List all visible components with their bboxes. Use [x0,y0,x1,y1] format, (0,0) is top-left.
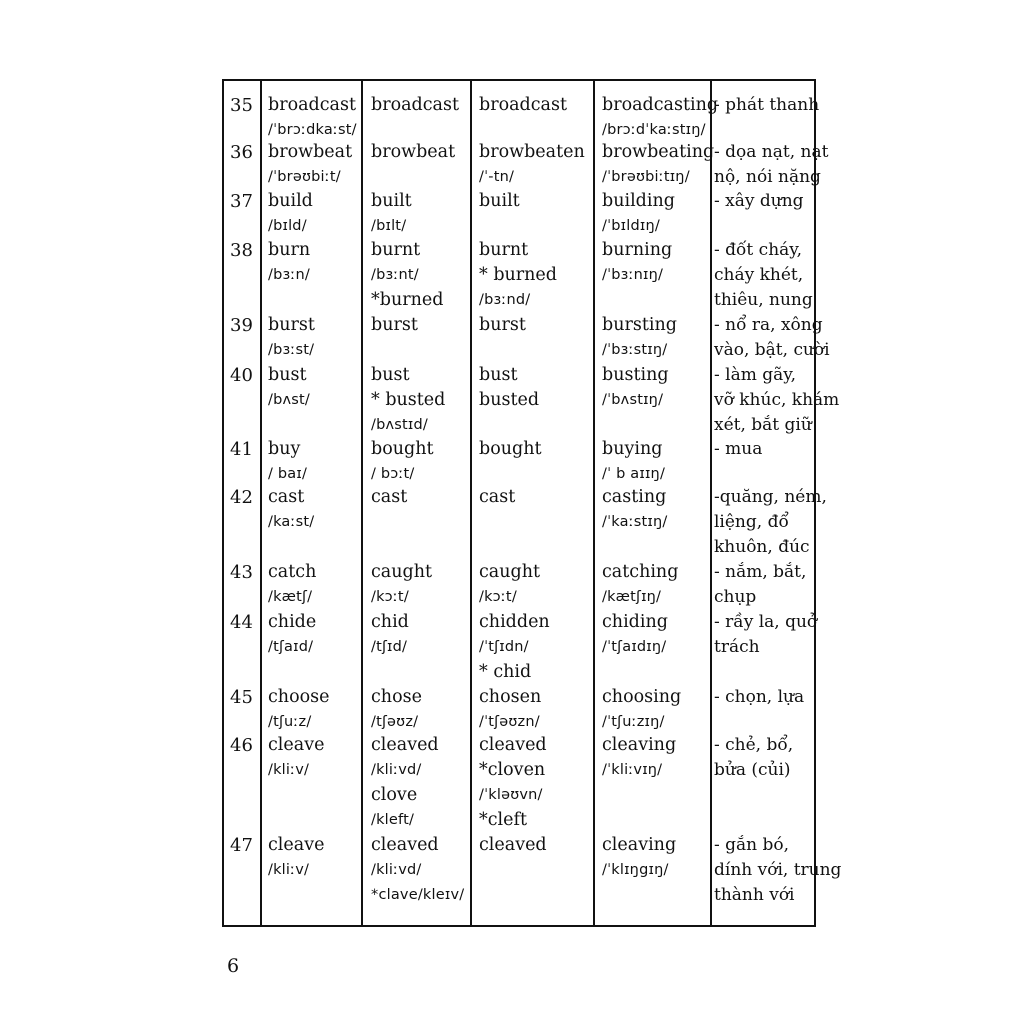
row-number-cell: 43 [230,562,253,583]
past-participle-line: bought [479,439,542,459]
ing-form-line: choosing [602,687,682,707]
past-form-line: broadcast [371,95,459,115]
past-participle-line: caught [479,562,541,582]
past-participle-cell [479,733,547,833]
base-form-line: /bɜːst/ [268,342,315,358]
past-form-cell [371,437,434,487]
ing-form-line: building [602,191,675,211]
past-participle-line: *cleft [479,810,528,830]
ing-form-cell [602,93,718,143]
irregular-verb-table [222,79,842,927]
ing-form-line: /kætʃɪŋ/ [602,589,662,605]
past-form-line: browbeat [371,142,456,162]
meaning-cell [714,93,819,118]
base-form-cell [268,733,324,783]
base-form-cell [268,610,316,660]
ing-form-line: /ˈbɜːnɪŋ/ [602,267,664,283]
past-participle-line: /kɔːt/ [479,589,517,605]
meaning-cell [714,485,827,560]
ing-form-line: cleaving [602,835,677,855]
past-participle-cell [479,437,542,462]
past-participle-cell [479,610,550,685]
past-participle-cell [479,93,567,118]
meaning-line: - chọn, lựa [714,687,805,707]
past-participle-line: /ˈ-tn/ [479,169,515,185]
ing-form-cell [602,140,714,190]
past-participle-line: built [479,191,520,211]
ing-form-line: busting [602,365,669,385]
past-participle-line: /bɜːnd/ [479,292,531,308]
row-number-cell: 44 [230,612,253,633]
past-form-cell [371,560,432,610]
meaning-line: vào, bật, cười [714,340,830,360]
row-number-cell: 35 [230,95,253,116]
base-form-cell [268,485,314,535]
past-form-cell [371,238,443,313]
ing-form-line: /ˈtʃaɪdɪŋ/ [602,639,667,655]
meaning-cell [714,833,841,908]
past-form-line: /kliːvd/ [371,862,422,878]
past-form-line: /kliːvd/ [371,762,422,778]
ing-form-line: /ˈbrəʊbiːtɪŋ/ [602,169,690,185]
row-number-cell: 47 [230,835,253,856]
past-form-cell [371,610,409,660]
base-form-line: /kliːv/ [268,762,310,778]
past-form-line: cast [371,487,408,507]
meaning-line: trách [714,637,760,657]
base-form-line: browbeat [268,142,353,162]
base-form-line: /bɜːn/ [268,267,310,283]
base-form-line: /tʃaɪd/ [268,639,314,655]
past-form-line: /tʃəʊz/ [371,714,419,730]
meaning-cell [714,560,806,610]
ing-form-line: broadcasting [602,95,719,115]
meaning-line: - xây dựng [714,191,804,211]
meaning-line: nộ, nói nặng [714,167,821,187]
meaning-cell [714,363,839,438]
past-form-line: caught [371,562,433,582]
meaning-line: - gắn bó, [714,835,790,855]
past-form-line: burnt [371,240,421,260]
base-form-cell [268,685,329,735]
meaning-line: - nắm, bắt, [714,562,807,582]
ing-form-line: /ˈbɜːstɪŋ/ [602,342,668,358]
meaning-line: - mua [714,439,763,459]
base-form-line: buy [268,439,301,459]
page-number: 6 [227,955,240,977]
row-number-cell: 42 [230,487,253,508]
past-form-line: bought [371,439,434,459]
past-form-line: clove [371,785,418,805]
meaning-line: vỡ khúc, khám [714,390,840,410]
meaning-line: -quăng, ném, [714,487,827,507]
past-participle-line: broadcast [479,95,567,115]
ing-form-line: /brɔːdˈkaːstɪŋ/ [602,122,706,138]
meaning-line: thiêu, nung [714,290,813,310]
past-participle-cell [479,363,539,413]
past-participle-line: /ˈtʃəʊzn/ [479,714,540,730]
past-form-cell [371,140,455,165]
ing-form-cell [602,437,665,487]
ing-form-line: /ˈ b aɪɪŋ/ [602,466,666,482]
ing-form-line: bursting [602,315,677,335]
row-number-cell: 46 [230,735,253,756]
past-participle-cell [479,560,540,610]
base-form-line: build [268,191,313,211]
past-participle-line: cleaved [479,835,547,855]
ing-form-cell [602,685,681,735]
past-participle-line: /ˈkləʊvn/ [479,787,543,803]
meaning-cell [714,140,828,190]
base-form-line: /ˈbrəʊbiːt/ [268,169,341,185]
past-form-line: chid [371,612,409,632]
past-participle-line: cast [479,487,516,507]
past-participle-line: cleaved [479,735,547,755]
past-participle-line: *cloven [479,760,546,780]
meaning-cell [714,437,762,462]
past-participle-line: chidden [479,612,550,632]
past-form-line: /tʃɪd/ [371,639,408,655]
past-form-cell [371,685,422,735]
past-form-cell [371,485,407,510]
base-form-cell [268,560,316,610]
ing-form-line: /ˈtʃuːzɪŋ/ [602,714,665,730]
past-form-line: /bɜːnt/ [371,267,419,283]
ing-form-cell [602,313,677,363]
past-form-line: /bʌstɪd/ [371,417,428,433]
past-participle-line: busted [479,390,540,410]
ing-form-line: catching [602,562,679,582]
ing-form-cell [602,610,668,660]
ing-form-cell [602,485,668,535]
base-form-line: cast [268,487,305,507]
base-form-line: bust [268,365,307,385]
base-form-line: /kaːst/ [268,514,315,530]
ing-form-cell [602,833,676,883]
past-participle-line: bust [479,365,518,385]
past-form-line: /bɪlt/ [371,218,407,234]
row-number-cell: 38 [230,240,253,261]
past-form-line: bust [371,365,410,385]
past-form-cell [371,93,459,118]
past-participle-line: * burned [479,265,557,285]
past-participle-line: browbeaten [479,142,585,162]
ing-form-line: casting [602,487,667,507]
past-form-cell [371,189,412,239]
past-participle-cell [479,313,526,338]
past-form-line: *clave/kleɪv/ [371,887,465,903]
meaning-line: liệng, đổ [714,512,789,532]
meaning-line: - đốt cháy, [714,240,803,260]
ing-form-cell [602,560,678,610]
meaning-line: - phát thanh [714,95,820,115]
past-participle-line: * chid [479,662,532,682]
base-form-line: cleave [268,835,325,855]
base-form-line: broadcast [268,95,356,115]
past-form-cell [371,363,445,438]
ing-form-line: browbeating [602,142,715,162]
past-participle-cell [479,685,541,735]
base-form-cell [268,437,307,487]
past-form-line: built [371,191,412,211]
past-participle-cell [479,189,520,214]
past-participle-line: burnt [479,240,529,260]
ing-form-cell [602,363,669,413]
ing-form-line: /ˈklɪŋgɪŋ/ [602,862,669,878]
ing-form-cell [602,238,672,288]
past-form-line: *burned [371,290,444,310]
past-participle-cell [479,238,557,313]
past-form-cell [371,733,439,833]
past-form-line: * busted [371,390,446,410]
base-form-line: burst [268,315,315,335]
meaning-line: - chẻ, bổ, [714,735,794,755]
past-participle-line: chosen [479,687,542,707]
meaning-cell [714,313,830,363]
ing-form-line: cleaving [602,735,677,755]
base-form-line: cleave [268,735,325,755]
base-form-line: /bɪld/ [268,218,307,234]
row-number-cell: 37 [230,191,253,212]
base-form-line: / baɪ/ [268,466,308,482]
meaning-cell [714,685,804,710]
past-form-line: cleaved [371,835,439,855]
past-form-line: /kleft/ [371,812,415,828]
past-form-line: / bɔːt/ [371,466,415,482]
ing-form-line: /ˈkliːvɪŋ/ [602,762,663,778]
meaning-line: bửa (củi) [714,760,791,780]
ing-form-line: burning [602,240,673,260]
meaning-line: chụp [714,587,757,607]
base-form-cell [268,140,352,190]
ing-form-line: buying [602,439,663,459]
past-participle-line: burst [479,315,526,335]
base-form-cell [268,189,313,239]
base-form-line: /tʃuːz/ [268,714,312,730]
past-participle-cell [479,140,585,190]
row-number-cell: 41 [230,439,253,460]
base-form-line: /kætʃ/ [268,589,313,605]
past-participle-line: /ˈtʃɪdn/ [479,639,529,655]
meaning-line: - rầy la, quở [714,612,818,632]
base-form-cell [268,313,315,363]
past-participle-cell [479,833,547,858]
meaning-line: - làm gãy, [714,365,797,385]
ing-form-line: /ˈkaːstɪŋ/ [602,514,668,530]
meaning-line: - dọa nạt, nạt [714,142,829,162]
past-form-line: cleaved [371,735,439,755]
meaning-line: dính với, trung [714,860,842,880]
past-form-line: /kɔːt/ [371,589,409,605]
ing-form-line: /ˈbʌstɪŋ/ [602,392,664,408]
past-participle-cell [479,485,515,510]
base-form-line: catch [268,562,317,582]
meaning-cell [714,238,813,313]
meaning-cell [714,610,817,660]
base-form-cell [268,93,357,143]
ing-form-line: chiding [602,612,668,632]
base-form-line: /bʌst/ [268,392,310,408]
row-number-cell: 39 [230,315,253,336]
past-form-line: burst [371,315,418,335]
meaning-cell [714,189,804,214]
base-form-cell [268,833,324,883]
base-form-cell [268,363,310,413]
row-number-cell: 45 [230,687,253,708]
meaning-cell [714,733,793,783]
base-form-cell [268,238,310,288]
row-number-cell: 36 [230,142,253,163]
ing-form-cell [602,733,676,783]
base-form-line: /ˈbrɔːdkaːst/ [268,122,357,138]
past-form-cell [371,833,464,908]
base-form-line: choose [268,687,330,707]
ing-form-line: /ˈbɪldɪŋ/ [602,218,660,234]
past-form-cell [371,313,418,338]
past-form-line: chose [371,687,422,707]
meaning-line: - nổ ra, xông [714,315,823,335]
meaning-line: xét, bắt giữ [714,415,812,435]
ing-form-cell [602,189,675,239]
base-form-line: burn [268,240,311,260]
meaning-line: thành với [714,885,795,905]
base-form-line: chide [268,612,317,632]
row-number-cell: 40 [230,365,253,386]
meaning-line: khuôn, đúc [714,537,810,557]
base-form-line: /kliːv/ [268,862,310,878]
meaning-line: cháy khét, [714,265,804,285]
